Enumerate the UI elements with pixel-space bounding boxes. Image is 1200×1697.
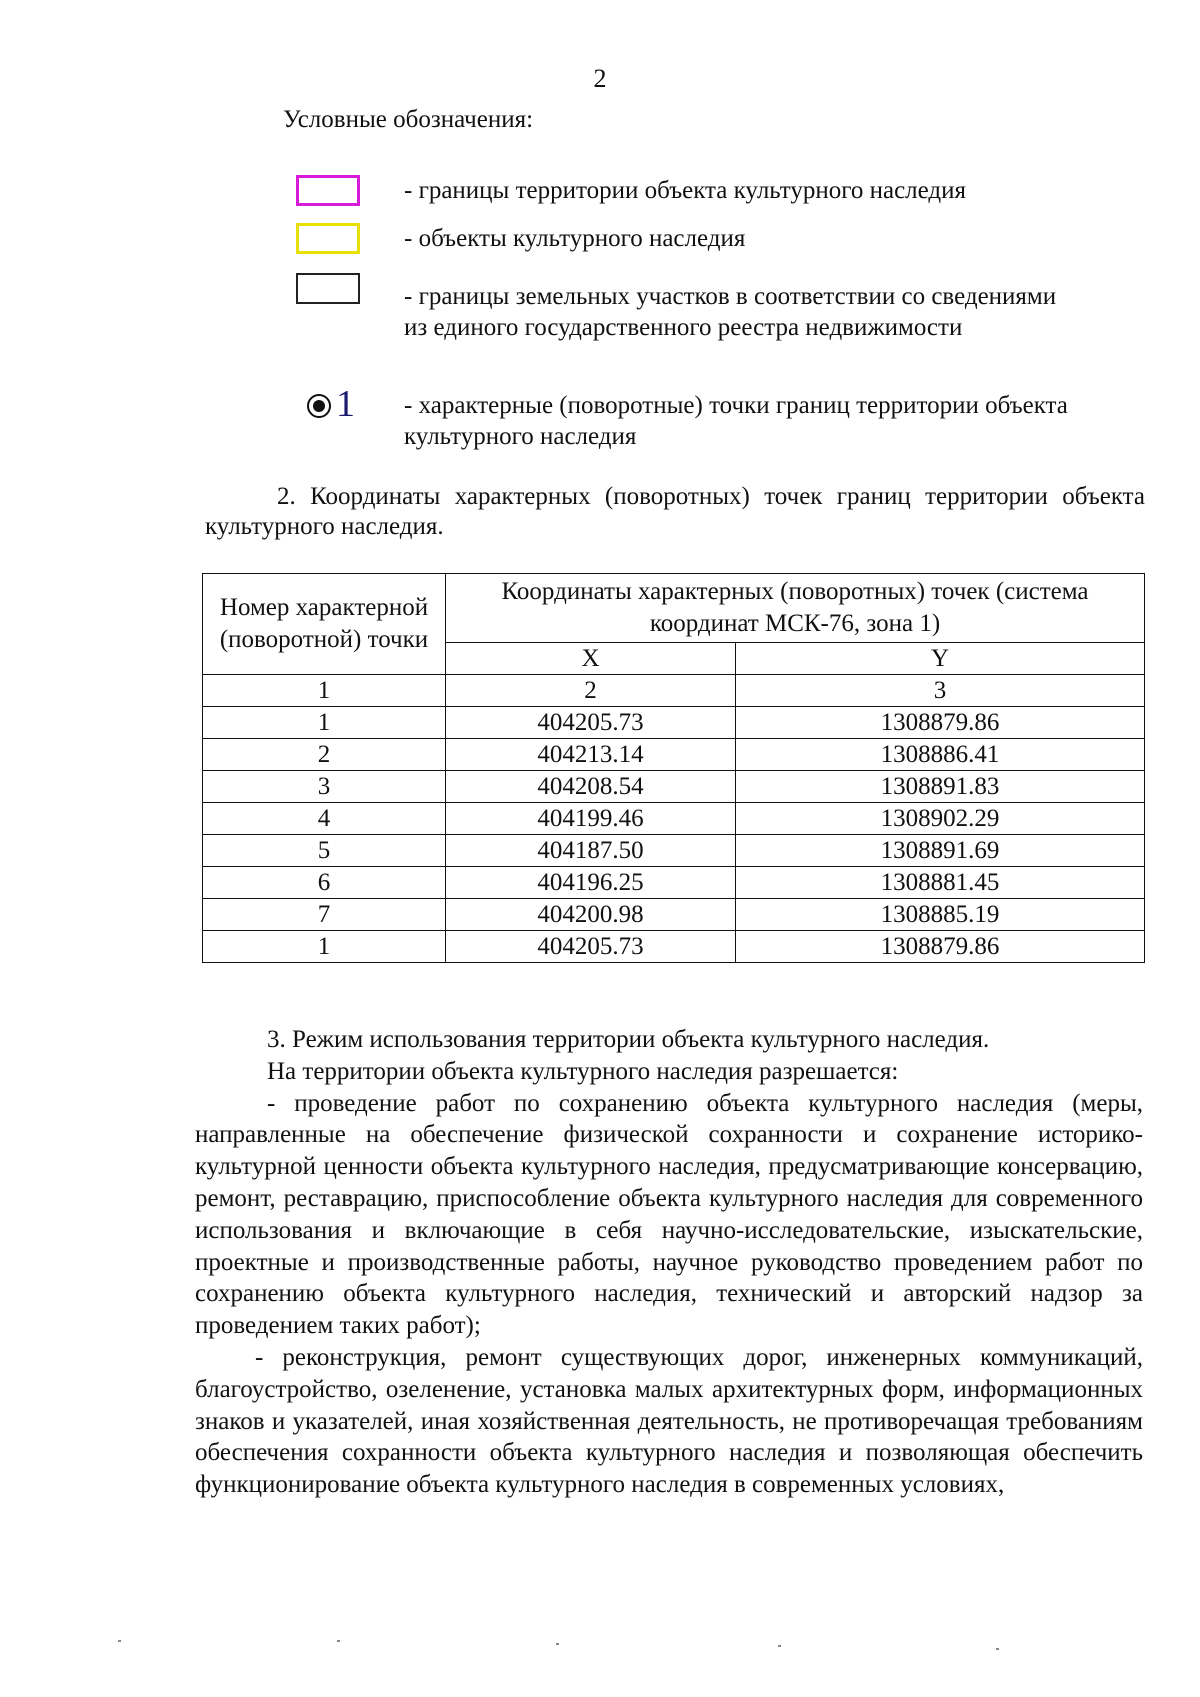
section-3-paragraph-2: - реконструкция, ремонт существующих дорог, инженерных коммуникаций, благоустройство, озеленение, установка малых архитектурных форм, информационных знаков и указателей, иная хозяйственная деятельность, не противоречащая требованиям обеспечения сохранности объекта культурного наследия и позволяющая обеспечить функционирование объекта культурного наследия в современных условиях, bbox=[195, 1343, 1143, 1499]
y-header: Y bbox=[736, 643, 1145, 675]
x-coordinate: 404199.46 bbox=[446, 803, 736, 835]
legend-text: - характерные (поворотные) точки границ территории объекта культурного наследия bbox=[404, 392, 1068, 450]
yellow-object-swatch bbox=[296, 223, 360, 254]
y-coordinate: 1308879.86 bbox=[736, 707, 1145, 739]
table-row bbox=[203, 803, 1145, 835]
x-coordinate: 404187.50 bbox=[446, 835, 736, 867]
x-coordinate: 404200.98 bbox=[446, 899, 736, 931]
x-coordinate: 404196.25 bbox=[446, 867, 736, 899]
legend-text: - границы территории объекта культурного наследия bbox=[404, 177, 967, 204]
point-number: 5 bbox=[203, 835, 446, 867]
column-index-row bbox=[203, 675, 1145, 707]
table-row bbox=[203, 771, 1145, 803]
y-coordinate: 1308902.29 bbox=[736, 803, 1145, 835]
page-number: 2 bbox=[593, 64, 607, 93]
point-number: 3 bbox=[203, 771, 446, 803]
y-coordinate: 1308886.41 bbox=[736, 739, 1145, 771]
point-number: 4 bbox=[203, 803, 446, 835]
point-number-header: Номер характерной (поворотной) точки bbox=[203, 574, 446, 675]
x-coordinate: 404205.73 bbox=[446, 707, 736, 739]
legend-title: Условные обозначения: bbox=[283, 106, 534, 133]
point-number: 1 bbox=[203, 707, 446, 739]
turning-point-label: 1 bbox=[336, 383, 355, 425]
point-number: 6 bbox=[203, 867, 446, 899]
table-row bbox=[203, 867, 1145, 899]
y-coordinate: 1308891.83 bbox=[736, 771, 1145, 803]
scan-speck bbox=[337, 1640, 340, 1642]
y-coordinate: 1308885.19 bbox=[736, 899, 1145, 931]
table-row bbox=[203, 899, 1145, 931]
coordinates-table bbox=[202, 573, 1145, 963]
table-row bbox=[203, 835, 1145, 867]
magenta-boundary-swatch bbox=[296, 175, 360, 206]
table-row bbox=[203, 931, 1145, 963]
scan-speck bbox=[778, 1645, 781, 1647]
x-coordinate: 404205.73 bbox=[446, 931, 736, 963]
scan-speck bbox=[556, 1643, 559, 1645]
point-number: 1 bbox=[203, 931, 446, 963]
x-coordinate: 404208.54 bbox=[446, 771, 736, 803]
point-number: 7 bbox=[203, 899, 446, 931]
x-coordinate: 404213.14 bbox=[446, 739, 736, 771]
y-coordinate: 1308881.45 bbox=[736, 867, 1145, 899]
table-cell: 2 bbox=[446, 675, 736, 707]
table-cell: 1 bbox=[203, 675, 446, 707]
legend-text: - границы земельных участков в соответствии со сведениями из единого государственного реестра недвижимости bbox=[404, 283, 1057, 341]
y-coordinate: 1308891.69 bbox=[736, 835, 1145, 867]
x-header: X bbox=[446, 643, 736, 675]
y-coordinate: 1308879.86 bbox=[736, 931, 1145, 963]
turning-point-marker-icon bbox=[306, 393, 332, 419]
legend-text: - объекты культурного наследия bbox=[404, 225, 746, 252]
table-row bbox=[203, 707, 1145, 739]
scan-speck bbox=[996, 1648, 999, 1650]
point-number: 2 bbox=[203, 739, 446, 771]
black-parcel-swatch bbox=[296, 273, 360, 304]
section-3-intro: На территории объекта культурного наследия разрешается: bbox=[267, 1057, 899, 1085]
section-3 bbox=[195, 1024, 1143, 1501]
coordinates-header: Координаты характерных (поворотных) точек (система координат МСК-76, зона 1) bbox=[446, 574, 1145, 643]
table-cell: 3 bbox=[736, 675, 1145, 707]
table-row bbox=[203, 739, 1145, 771]
scan-speck bbox=[118, 1640, 121, 1642]
section-3-heading: 3. Режим использования территории объекта культурного наследия. bbox=[267, 1026, 990, 1053]
section-2-heading: 2. Координаты характерных (поворотных) точек границ территории объекта культурного наследия. bbox=[205, 483, 1145, 540]
section-3-paragraph-1: - проведение работ по сохранению объекта культурного наследия (меры, направленные на обеспечение физической сохранности и сохранение историко-культурной ценности объекта культурного наследия, предусматривающие консервацию, ремонт, реставрацию, приспособление объекта культурного наследия для современного использования и включающие в себя научно-исследовательские, изыскательские, проектные и производственные работы, научное руководство проведением работ по сохранению объекта культурного наследия, технический и авторский надзор за проведением таких работ); bbox=[195, 1089, 1143, 1340]
